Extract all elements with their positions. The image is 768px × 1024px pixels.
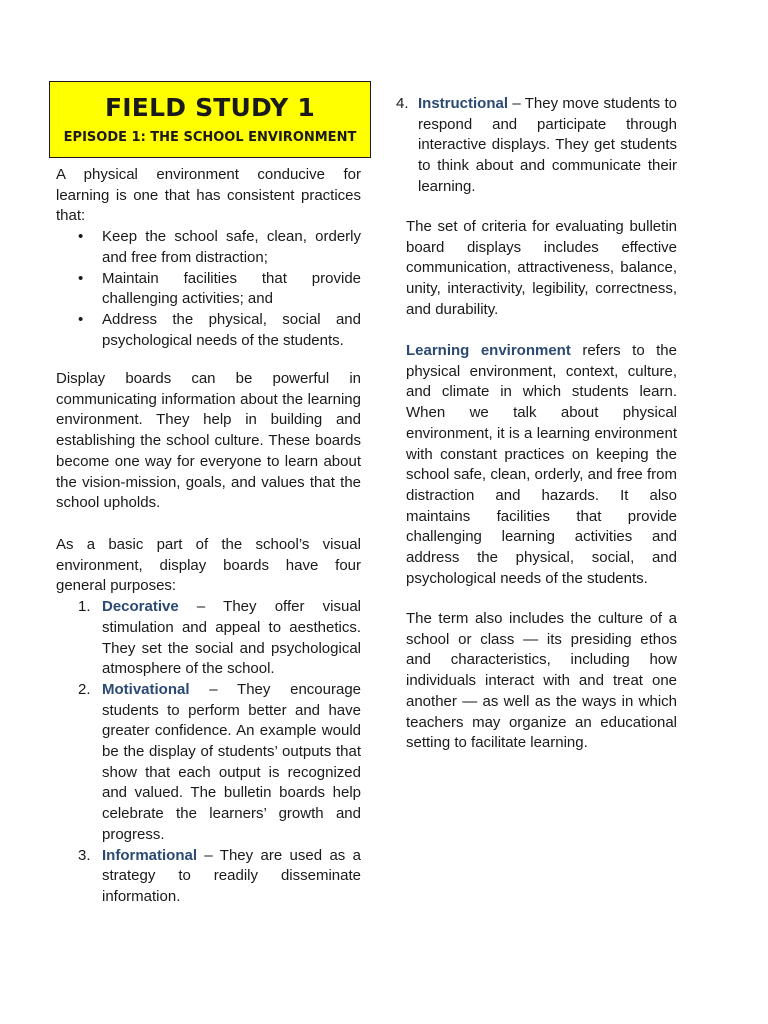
purpose-text: – They are used as a strategy to readily disseminate information. bbox=[102, 846, 361, 905]
list-item bbox=[56, 597, 361, 680]
criteria-section bbox=[406, 217, 677, 321]
learning-environment-paragraph bbox=[406, 341, 677, 589]
intro-section bbox=[56, 165, 361, 351]
intro-paragraph: A physical environment conducive for learning is one that has consistent practices that: bbox=[56, 166, 361, 225]
learning-environment-term: Learning environment bbox=[406, 342, 571, 359]
item-number: 4. bbox=[396, 95, 409, 112]
list-item bbox=[392, 94, 677, 198]
purpose-term: Informational bbox=[102, 846, 198, 864]
instructional-section bbox=[396, 94, 677, 198]
list-item bbox=[56, 846, 361, 908]
item-number: 3. bbox=[78, 846, 91, 864]
learning-environment-text: refers to the physical environment, context, culture, and climate in which students learn. When we talk about physical environment, it is a learning environment with constant practices on keeping the school safe, clean, orderly, and free from distraction and hazards. It also maintains facilities that provide challenging learning activities and address the physical, social, and psychological needs of the students. bbox=[406, 342, 677, 587]
episode-subtitle: EPISODE 1: THE SCHOOL ENVIRONMENT bbox=[63, 130, 357, 145]
display-boards-paragraph: Display boards can be powerful in communicating information about the learning environment. They help in building and establishing the school culture. These boards become one way for everyone to learn about the vision-mission, goals, and values that the school upholds. bbox=[56, 370, 361, 512]
purpose-text: – They offer visual stimulation and appeal to aesthetics. They set the social and psychological atmosphere of the school. bbox=[102, 598, 361, 678]
list-item: • Keep the school safe, clean, orderly and free from distraction; bbox=[56, 227, 361, 268]
purpose-term: Instructional bbox=[418, 95, 509, 112]
purposes-section bbox=[56, 535, 361, 908]
purposes-list bbox=[56, 597, 361, 908]
purpose-term: Motivational bbox=[102, 680, 190, 698]
item-number: 1. bbox=[78, 598, 91, 616]
item-number: 2. bbox=[78, 680, 91, 698]
list-item bbox=[56, 680, 361, 846]
culture-section bbox=[406, 609, 677, 754]
purposes-intro: As a basic part of the school’s visual environment, display boards have four general purposes: bbox=[56, 536, 361, 595]
title-box bbox=[49, 81, 371, 158]
purpose-text: – They encourage students to perform better and have greater confidence. An example would be the display of students’ outputs that show that each output is recognized and valued. The bulletin boards help celebrate the learners’ growth and progress. bbox=[102, 680, 361, 843]
display-boards-section bbox=[56, 369, 361, 514]
purpose-term: Decorative bbox=[102, 598, 179, 616]
practices-list bbox=[56, 227, 361, 351]
purposes-list-continued bbox=[392, 94, 677, 198]
purpose-text: – They move students to respond and participate through interactive displays. They get students to think about and communicate their learning. bbox=[418, 95, 677, 195]
list-item: • Address the physical, social and psychological needs of the students. bbox=[56, 310, 361, 351]
list-item: • Maintain facilities that provide challenging activities; and bbox=[56, 269, 361, 310]
criteria-paragraph: The set of criteria for evaluating bulletin board displays includes effective communication, attractiveness, balance, unity, interactivity, legibility, correctness, and durability. bbox=[406, 218, 677, 318]
learning-environment-section bbox=[406, 341, 677, 589]
page-title: FIELD STUDY 1 bbox=[105, 93, 315, 122]
culture-paragraph: The term also includes the culture of a school or class — its presiding ethos and characteristics, including how individuals interact with and treat one another — as well as the ways in which teachers may organize an educational setting to facilitate learning. bbox=[406, 610, 677, 752]
